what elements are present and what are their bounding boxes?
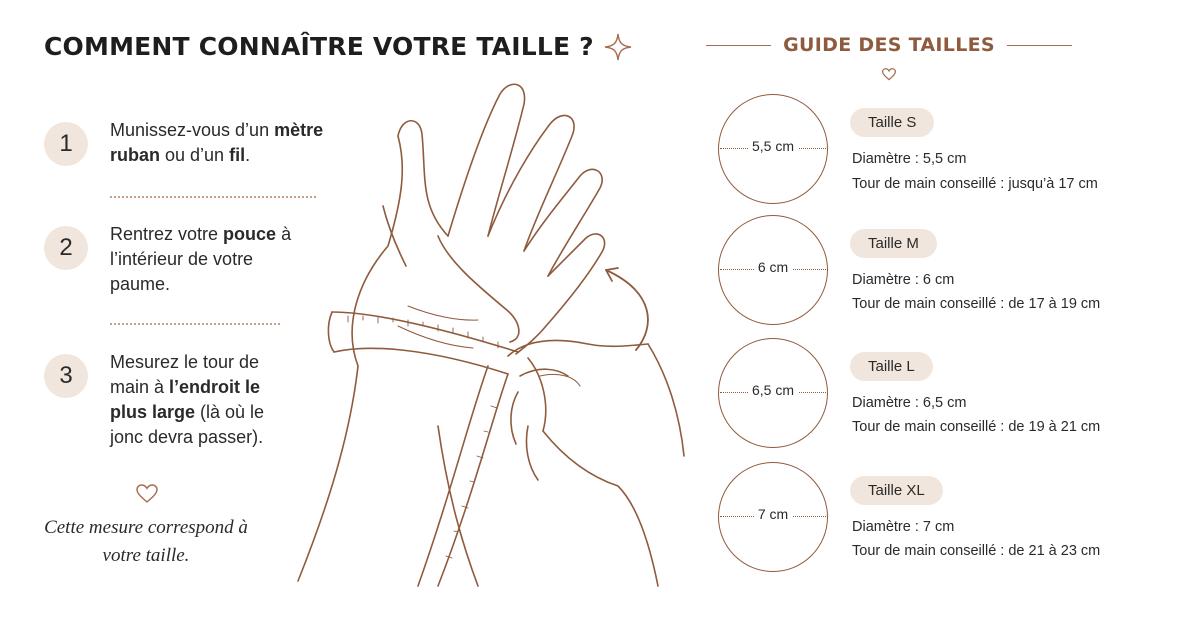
size-row-s — [718, 94, 1178, 206]
step-text-emphasis: mètre ruban — [110, 120, 324, 165]
size-row-xl — [718, 462, 1178, 574]
step-text-segment: Munissez-vous d’un — [110, 120, 275, 140]
step-text-segment: Mesurez le tour de main à — [110, 352, 260, 397]
step-number: 2 — [44, 226, 88, 270]
header-line-right — [1007, 45, 1072, 46]
sparkle-icon — [604, 33, 632, 61]
circle-label: 5,5 cm — [748, 138, 798, 154]
step-text-segment: à l’intérieur de votre paume. — [110, 224, 292, 294]
size-guide-title: GUIDE DES TAILLES — [783, 34, 995, 56]
curved-arrow-icon — [598, 262, 660, 358]
circle-label: 6,5 cm — [748, 382, 798, 398]
size-diameter: Diamètre : 6 cm — [852, 272, 955, 288]
step-text-emphasis: l’endroit le plus large — [110, 377, 261, 422]
step-number: 3 — [44, 354, 88, 398]
heart-icon — [882, 68, 896, 81]
step-text — [110, 222, 306, 297]
divider — [110, 323, 280, 325]
size-diameter: Diamètre : 5,5 cm — [852, 151, 967, 167]
step-number: 1 — [44, 122, 88, 166]
page-title — [44, 32, 632, 61]
step-text-segment: ou d’un — [160, 145, 230, 165]
step-3 — [44, 350, 282, 450]
size-wrist: Tour de main conseillé : de 19 à 21 cm — [852, 419, 1101, 435]
size-wrist: Tour de main conseillé : de 17 à 19 cm — [852, 296, 1101, 312]
step-text-emphasis: pouce — [223, 224, 277, 244]
note-text: Cette mesure correspond à votre taille. — [44, 517, 248, 566]
size-pill: Taille XL — [850, 476, 943, 505]
heart-icon — [136, 484, 158, 504]
step-text-segment: Rentrez votre — [110, 224, 224, 244]
size-pill: Taille S — [850, 108, 934, 137]
divider — [110, 196, 316, 198]
size-row-m — [718, 215, 1178, 327]
size-pill: Taille M — [850, 229, 937, 258]
header-line-left — [706, 45, 771, 46]
step-text-emphasis: fil — [229, 145, 246, 165]
size-diameter: Diamètre : 6,5 cm — [852, 395, 967, 411]
circle-label: 6 cm — [754, 259, 792, 275]
circle-label: 7 cm — [754, 506, 792, 522]
step-text — [110, 350, 282, 450]
size-wrist: Tour de main conseillé : jusqu’à 17 cm — [852, 176, 1098, 192]
step-2 — [44, 222, 306, 297]
size-diameter: Diamètre : 7 cm — [852, 519, 955, 535]
size-guide-header — [706, 34, 1072, 56]
size-row-l — [718, 338, 1178, 450]
step-text-segment: . — [245, 145, 251, 165]
step-text-segment: (là où le jonc devra passer). — [110, 402, 265, 447]
size-wrist: Tour de main conseillé : de 21 à 23 cm — [852, 543, 1101, 559]
page-title-text: COMMENT CONNAÎTRE VOTRE TAILLE ? — [44, 32, 594, 61]
size-pill: Taille L — [850, 352, 933, 381]
